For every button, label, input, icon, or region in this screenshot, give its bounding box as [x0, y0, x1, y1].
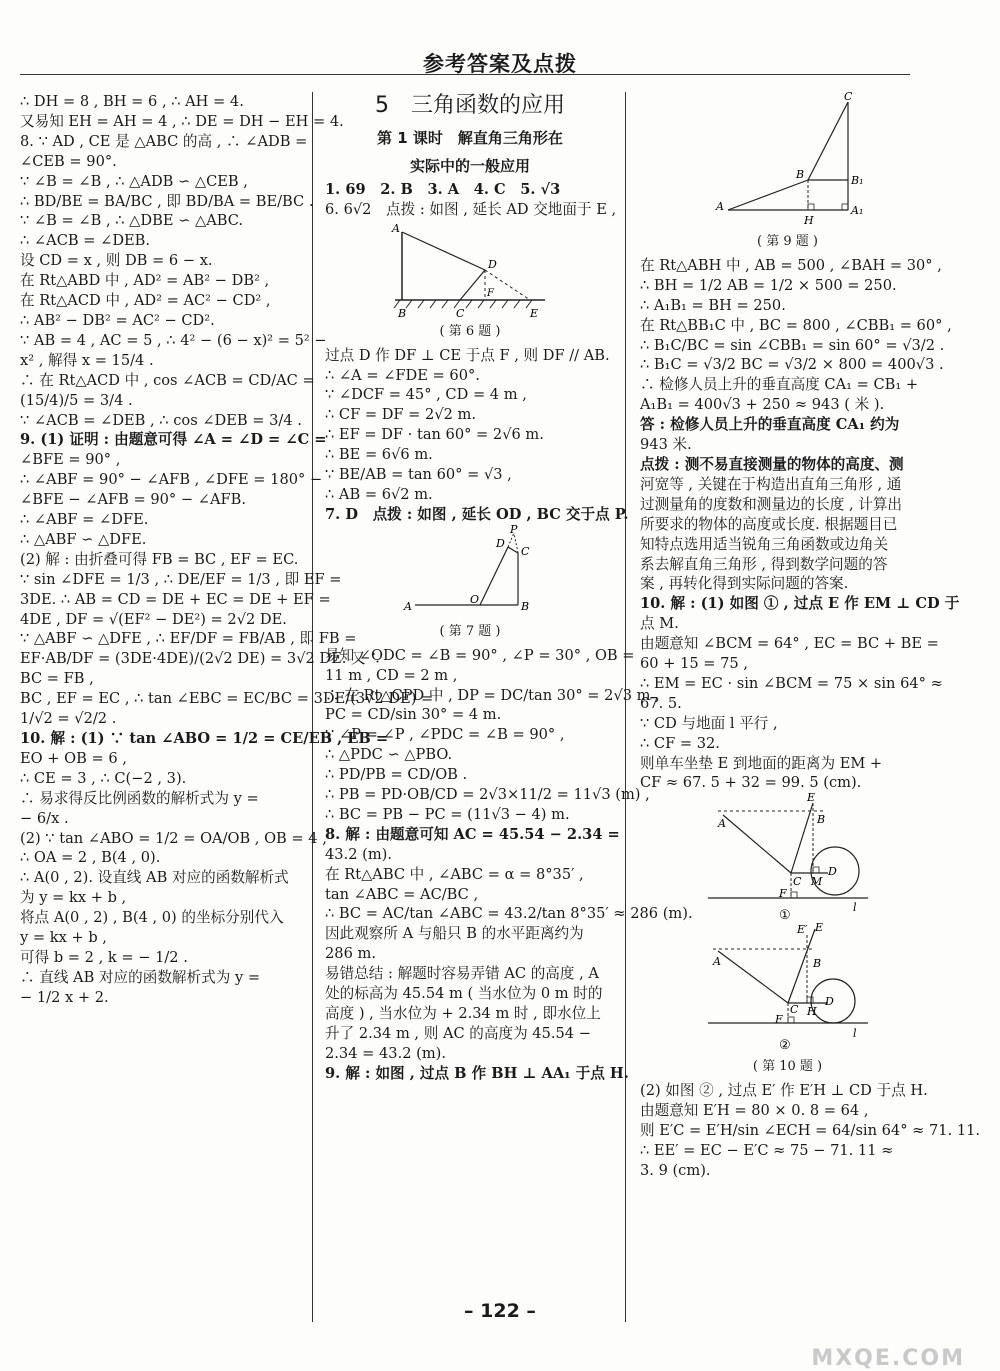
text-line: 因此观察所 A 与船只 B 的水平距离约为	[325, 925, 584, 943]
text-line: 10. 解 : (1) ∵ tan ∠ABO = 1/2 = CE/EB , EB =	[20, 730, 389, 747]
text-line: (15/4)/5 = 3/4 .	[20, 391, 133, 409]
fig10-1-label-c: C	[792, 875, 801, 889]
text-line: 6. 6√2 点拨 : 如图 , 延长 AD 交地面于 E ,	[325, 200, 617, 218]
text-line: ∴ BC = PB − PC = (11√3 − 4) m.	[325, 805, 570, 823]
text-line: ∵ ∠ACB = ∠DEB , ∴ cos ∠DEB = 3/4 .	[20, 411, 302, 429]
fig9-label-h: H	[803, 214, 814, 227]
text-line: 易错总结 : 解题时容易弄错 AC 的高度 , A	[325, 965, 599, 983]
text-line: ∴ 直线 AB 对应的函数解析式为 y =	[20, 968, 261, 986]
text-line: 处的标高为 45.54 m ( 当水位为 0 m 时的	[325, 985, 603, 1003]
answers-line: 1. 69 2. B 3. A 4. C 5. √3	[325, 180, 561, 198]
fig6-label-a: A	[392, 221, 400, 235]
fig7-label-d: D	[496, 536, 505, 550]
fig10-2-label-f: F	[774, 1013, 783, 1027]
text-line: 系去解直角三角形 , 得到数学问题的答	[640, 555, 888, 573]
text-line: ∴ BH = 1/2 AB = 1/2 × 500 = 250.	[640, 276, 897, 294]
text-line: − 1/2 x + 2.	[20, 988, 109, 1006]
text-line: 67. 5.	[640, 694, 682, 712]
text-line: y = kx + b ,	[20, 929, 107, 947]
text-line: tan ∠ABC = AC/BC ,	[325, 885, 479, 903]
text-line: PC = CD/sin 30° = 4 m.	[325, 706, 502, 724]
text-line: ∴ ∠ABF = ∠DFE.	[20, 511, 149, 529]
fig7-label-p: P	[510, 524, 518, 536]
text-line: ∠BFE − ∠AFB = 90° − ∠AFB.	[20, 491, 246, 509]
fig10-2-label-c: C	[789, 1003, 798, 1017]
text-line: 在 Rt△ABC 中 , ∠ABC = α = 8°35′ ,	[325, 865, 584, 883]
figure-10-1	[703, 793, 873, 923]
text-line: (2) ∵ tan ∠ABO = 1/2 = OA/OB , OB = 4 ,	[20, 829, 327, 847]
text-line: − 6/x .	[20, 809, 69, 827]
text-line: EF·AB/DF = (3DE·4DE)/(2√2 DE) = 3√2 DE. 又 ∵	[20, 650, 385, 668]
figure-6	[390, 220, 550, 320]
page-header	[0, 0, 1000, 78]
text-line: ∴ OA = 2 , B(4 , 0).	[20, 849, 161, 867]
text-line: ∴ CE = 3 , ∴ C(−2 , 3).	[20, 769, 187, 787]
text-line: ∴ EF = DF · tan 60° = 2√6 m.	[325, 426, 544, 444]
fig10-1-label-l: l	[852, 901, 857, 915]
text-line: ∴ DH = 8 , BH = 6 , ∴ AH = 4.	[20, 93, 244, 110]
text-line: 为 y = kx + b ,	[20, 889, 127, 907]
fig7-label-c: C	[521, 544, 530, 558]
fig10-1-label-e: E	[806, 793, 815, 805]
text-line: CF ≈ 67. 5 + 32 = 99. 5 (cm).	[640, 774, 862, 792]
text-line: ∵ ∠DCF = 45° , CD = 4 m ,	[325, 386, 527, 404]
text-line: 7. D 点拨 : 如图 , 延长 OD , BC 交于点 P.	[325, 505, 629, 523]
text-line: ∠BFE = 90° ,	[20, 451, 121, 469]
fig9-label-b1: B₁	[850, 174, 863, 187]
text-line: 所要求的物体的高度或长度. 根据题目已	[640, 515, 898, 533]
right-column	[640, 92, 981, 1181]
text-line: 可得 b = 2 , k = − 1/2 .	[20, 948, 188, 966]
text-line: 升了 2.34 m , 则 AC 的高度为 45.54 −	[325, 1024, 591, 1042]
figure-10-2	[703, 923, 873, 1055]
text-line: ∴ BE = 6√6 m.	[325, 446, 433, 464]
text-line: 在 Rt△ACD 中 , AD² = AC² − CD² ,	[20, 292, 271, 310]
fig7-label-a: A	[404, 599, 412, 613]
text-line: 43.2 (m).	[325, 845, 392, 863]
fig9-label-a1: A₁	[850, 204, 863, 217]
text-line: 设 CD = x , 则 DB = 6 − x.	[20, 252, 213, 270]
text-line: ∵ BE/AB = tan 60° = √3 ,	[325, 466, 512, 484]
figure-7-caption: ( 第 7 题 )	[439, 623, 501, 639]
text-line: BC , EF = EC , ∴ tan ∠EBC = EC/BC = 3DE/(3√2 DE) =	[20, 690, 434, 708]
fig10-2-mark: ②	[778, 1038, 791, 1054]
text-line: ∴ 检修人员上升的垂直高度 CA₁ = CB₁ +	[640, 376, 919, 394]
text-line: 知特点选用适当锐角三角函数或边角关	[640, 535, 889, 553]
text-line: ∴ ∠ACB = ∠DEB.	[20, 232, 151, 250]
text-line: ∴ AB = 6√2 m.	[325, 485, 433, 503]
text-line: ∵ ∠P = ∠P , ∠PDC = ∠B = 90° ,	[325, 726, 565, 744]
text-line: ∴ △ABF ∽ △DFE.	[20, 530, 147, 548]
text-line: ∵ ∠B = ∠B , ∴ △DBE ∽ △ABC.	[20, 212, 244, 230]
fig10-1-label-a: A	[717, 817, 726, 831]
fig10-2-label-d: D	[824, 995, 834, 1009]
text-line: 河宽等 , 关键在于构造出直角三角形 , 通	[640, 475, 902, 493]
fig6-label-b: B	[398, 306, 407, 320]
text-line: 过点 D 作 DF ⊥ CE 于点 F , 则 DF // AB.	[325, 346, 610, 364]
text-line: 则 E′C = E′H/sin ∠ECH = 64/sin 64° ≈ 71. 11.	[640, 1122, 981, 1140]
text-line: ∴ CF = DF = 2√2 m.	[325, 406, 477, 424]
text-line: ∵ AB = 4 , AC = 5 , ∴ 4² − (6 − x)² = 5² −	[20, 331, 327, 349]
text-line: 又易知 EH = AH = 4 , ∴ DE = DH − EH = 4.	[20, 112, 344, 130]
text-line: (2) 解 : 由折叠可得 FB = BC , EF = EC.	[20, 550, 299, 568]
fig9-label-a: A	[715, 200, 724, 213]
fig7-label-o: O	[470, 592, 480, 606]
lesson-subtitle: 实际中的一般应用	[409, 156, 530, 175]
text-line: 将点 A(0 , 2) , B(4 , 0) 的坐标分别代入	[20, 909, 284, 927]
text-line: ∴ EM = EC · sin ∠BCM = 75 × sin 64° ≈	[640, 674, 943, 692]
text-line: ∵ sin ∠DFE = 1/3 , ∴ DE/EF = 1/3 , 即 EF =	[20, 570, 342, 588]
text-line: ∴ CF = 32.	[640, 734, 720, 752]
text-line: 1/√2 = √2/2 .	[20, 710, 117, 728]
text-line: 高度 ) , 当水位为 + 2.34 m 时 , 即水位上	[325, 1005, 601, 1022]
text-line: ∵ ∠B = ∠B , ∴ △ADB ∽ △CEB ,	[20, 172, 248, 190]
fig10-1-label-m: M	[810, 875, 822, 889]
text-line: 11 m , CD = 2 m ,	[325, 666, 458, 684]
text-line: x² , 解得 x = 15/4 .	[20, 351, 154, 369]
text-line: ∴ PD/PB = CD/OB .	[325, 766, 468, 784]
text-line: 9. (1) 证明 : 由题意可得 ∠A = ∠D = ∠C =	[20, 431, 327, 449]
column-divider-left	[312, 92, 313, 1322]
text-line: 在 Rt△BB₁C 中 , BC = 800 , ∠CBB₁ = 60° ,	[640, 316, 952, 334]
fig10-2-label-b: B	[812, 957, 821, 971]
text-line: 点 M.	[640, 615, 679, 633]
text-line: 在 Rt△ABH 中 , AB = 500 , ∠BAH = 30° ,	[640, 256, 942, 274]
text-line: ∴ A(0 , 2). 设直线 AB 对应的函数解析式	[20, 869, 289, 887]
text-line: A₁B₁ = 400√3 + 250 ≈ 943 ( 米 ).	[640, 396, 885, 414]
text-line: ∴ ∠A = ∠FDE = 60°.	[325, 366, 480, 384]
text-line: 由题意知 E′H = 80 × 0. 8 = 64 ,	[640, 1102, 869, 1120]
text-line: ∴ ∠ABF = 90° − ∠AFB , ∠DFE = 180° −	[20, 471, 323, 489]
fig6-label-d: D	[488, 257, 497, 271]
figure-6-caption: ( 第 6 题 )	[439, 323, 501, 339]
fig6-label-e: E	[530, 306, 539, 320]
fig10-2-label-e1: E′	[796, 923, 808, 937]
figure-9-caption: ( 第 9 题 )	[757, 234, 818, 249]
fig7-label-b: B	[521, 599, 530, 613]
watermark: MXQE.COM	[811, 1346, 965, 1371]
fig10-2-label-h: H	[806, 1005, 817, 1019]
text-line: ∴ BD/BE = BA/BC , 即 BD/BA = BE/BC .	[20, 192, 314, 210]
text-line: ∴ EE′ = EC − E′C ≈ 75 − 71. 11 ≈	[640, 1142, 894, 1159]
text-line: 过测量角的度数和测量边的长度 , 计算出	[640, 495, 903, 513]
text-line: 答 : 检修人员上升的垂直高度 CA₁ 约为	[640, 416, 900, 434]
text-line: ∴ AB² − DB² = AC² − CD².	[20, 311, 215, 329]
text-line: 9. 解 : 如图 , 过点 B 作 BH ⊥ AA₁ 于点 H.	[325, 1064, 629, 1082]
page-number: – 122 –	[464, 1300, 536, 1322]
text-line: 2.34 = 43.2 (m).	[325, 1044, 446, 1062]
fig10-1-label-f: F	[778, 887, 787, 901]
fig10-1-label-b: B	[816, 813, 825, 827]
text-line: 8. ∵ AD , CE 是 △ABC 的高 , ∴ ∠ADB =	[20, 132, 308, 150]
text-line: 易知 ∠ODC = ∠B = 90° , ∠P = 30° , OB =	[325, 646, 635, 664]
text-line: EO + OB = 6 ,	[20, 749, 127, 767]
lesson-title: 第 1 课时 解直角三角形在	[377, 128, 563, 147]
figure-10-caption: ( 第 10 题 )	[752, 1059, 823, 1075]
text-line: ∴ 在 Rt△ACD 中 , cos ∠ACB = CD/AC =	[20, 371, 315, 389]
text-line: 点拨 : 测不易直接测量的物体的高度、测	[640, 455, 904, 473]
text-line: ∴ △PDC ∽ △PBO.	[325, 746, 453, 764]
text-line: ∴ B₁C = √3/2 BC = √3/2 × 800 = 400√3 .	[640, 356, 944, 374]
fig10-2-label-a: A	[712, 955, 721, 969]
text-line: 3DE. ∴ AB = CD = DE + EC = DE + EF =	[20, 590, 331, 608]
text-line: ∴ 在 Rt△CPD 中 , DP = DC/tan 30° = 2√3 m ,	[325, 686, 660, 704]
fig9-label-b: B	[795, 168, 804, 181]
text-line: 案 , 再转化得到实际问题的答案.	[640, 575, 849, 593]
header-rule	[20, 74, 910, 75]
text-line: ∴ A₁B₁ = BH = 250.	[640, 296, 786, 314]
text-line: ∴ PB = PD·OB/CD = 2√3×11/2 = 11√3 (m) ,	[325, 786, 650, 804]
text-line: 8. 解 : 由题意可知 AC = 45.54 − 2.34 =	[325, 825, 620, 843]
text-line: BC = FB ,	[20, 670, 94, 688]
text-line: 则单车坐垫 E 到地面的距离为 EM +	[640, 754, 883, 772]
column-divider-right	[625, 92, 626, 1322]
text-line: ∴ BC = AC/tan ∠ABC = 43.2/tan 8°35′ ≈ 286 (m).	[325, 905, 693, 923]
text-line: 4DE , DF = √(EF² − DE²) = 2√2 DE.	[20, 610, 287, 628]
fig9-label-c: C	[843, 92, 852, 103]
figure-9	[708, 92, 868, 230]
text-line: ∴ B₁C/BC = sin ∠CBB₁ = sin 60° = √3/2 .	[640, 336, 945, 354]
fig10-2-label-l: l	[852, 1027, 857, 1041]
section-title: 5 三角函数的应用	[375, 93, 565, 118]
text-line: ∠CEB = 90°.	[20, 152, 117, 170]
text-line: ∴ 易求得反比例函数的解析式为 y =	[20, 789, 259, 807]
text-line: 在 Rt△ABD 中 , AD² = AB² − DB² ,	[20, 272, 270, 290]
text-line: (2) 如图 ② , 过点 E′ 作 E′H ⊥ CD 于点 H.	[640, 1082, 928, 1100]
text-line: 由题意知 ∠BCM = 64° , EC = BC + BE =	[640, 635, 939, 653]
fig6-label-c: C	[456, 306, 465, 320]
fig10-2-label-e: E	[814, 923, 823, 935]
text-line: ∵ CD 与地面 l 平行 ,	[640, 714, 778, 732]
text-line: 286 m.	[325, 945, 376, 963]
header-title: 参考答案及点拨	[423, 52, 577, 76]
text-line: 943 米.	[640, 436, 692, 454]
text-line: 60 + 15 = 75 ,	[640, 655, 748, 673]
text-line: 3. 9 (cm).	[640, 1161, 711, 1179]
fig6-label-f: F	[487, 287, 494, 299]
text-line: 10. 解 : (1) 如图 ① , 过点 E 作 EM ⊥ CD 于	[640, 595, 960, 613]
fig10-1-mark: ①	[778, 908, 791, 924]
text-line: ∵ △ABF ∽ △DFE , ∴ EF/DF = FB/AB , 即 FB =	[20, 630, 357, 648]
fig10-1-label-d: D	[827, 865, 837, 879]
figure-7	[400, 525, 540, 620]
